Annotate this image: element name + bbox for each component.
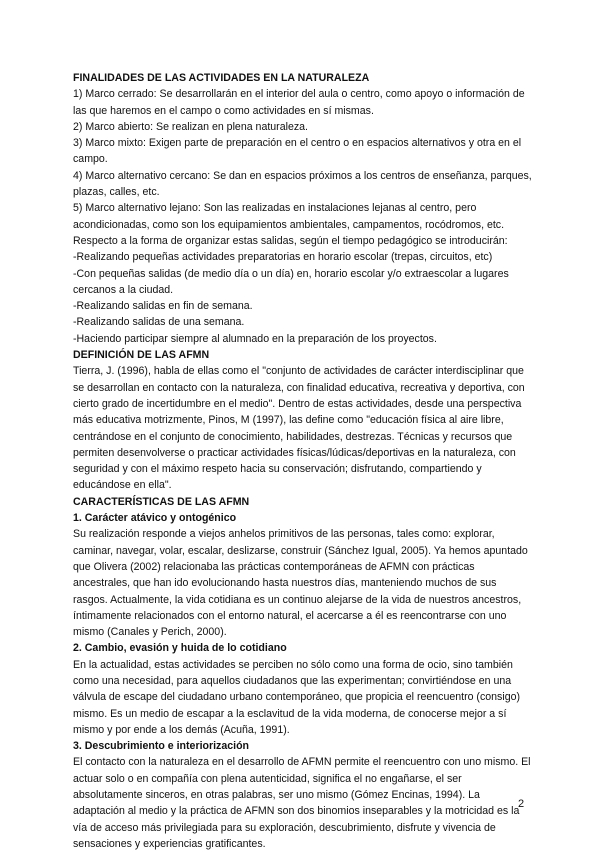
section-heading-caracteristicas: CARACTERÍSTICAS DE LAS AFMN: [73, 495, 250, 508]
section-heading-definicion: DEFINICIÓN DE LAS AFMN: [73, 349, 210, 362]
paragraph: En la actualidad, estas actividades se perciben no sólo como una forma de ocio, sino también como una necesidad, para aquellos ciudadanos que las experimentan; convirtiéndose en una válvula de escape del ciudadano urbano contemporáneo, que propicia el reencuentro (consigo) mismo. Es un medio de escapar a la esclavitud de la vida moderna, de conocerse mejor a sí mismo y por ende a los demás (Acuña, 1991).: [73, 658, 521, 736]
paragraph: Respecto a la forma de organizar estas salidas, según el tiempo pedagógico se introducirán:: [73, 234, 508, 247]
section-heading-finalidades: FINALIDADES DE LAS ACTIVIDADES EN LA NATURALEZA: [73, 72, 370, 84]
subsection-heading-descubrimiento: 3. Descubrimiento e interiorización: [73, 740, 250, 753]
paragraph: 3) Marco mixto: Exigen parte de preparación en el centro o en espacios alternativos y otra en el campo.: [73, 137, 522, 166]
paragraph: 4) Marco alternativo cercano: Se dan en espacios próximos a los centros de enseñanza, parques, plazas, calles, etc.: [73, 169, 532, 199]
page-number: 2: [518, 798, 525, 810]
paragraph: -Realizando salidas en fin de semana.: [73, 300, 253, 313]
paragraph: -Haciendo participar siempre al alumnado en la preparación de los proyectos.: [73, 332, 437, 345]
paragraph: 5) Marco alternativo lejano: Son las realizadas en instalaciones lejanas al centro, pero acondicionadas, como son los equipamientos ambientales, campamentos, rocódromos, etc.: [73, 202, 505, 231]
paragraph: -Realizando salidas de una semana.: [73, 316, 245, 329]
document-page: [73, 70, 533, 852]
paragraph: 1) Marco cerrado: Se desarrollarán en el interior del aula o centro, como apoyo o información de las que haremos en el campo o como actividades en sí mismas.: [73, 88, 525, 117]
subsection-heading-cambio-evasion: 2. Cambio, evasión y huida de lo cotidiano: [73, 642, 287, 655]
paragraph: Tierra, J. (1996), habla de ellas como el "conjunto de actividades de carácter interdisciplinar que se desarrollan en contacto con la naturaleza, con finalidad educativa, recreativa y deportiva, con cierto grado de incertidumbre en el medio". Dentro de estas actividades, desde una perspectiva más educativa motrizmente, Pinos, M (1997), las define como "educación física al aire libre, centrándose en el conjunto de conocimiento, habilidades, destrezas. Técnicas y recursos que permiten desenvolverse o practicar actividades físicas/lúdicas/deportivas en la naturaleza, con seguridad y con el máximo respeto hacia su conservación; disfrutando, compartiendo y educándose en ella".: [73, 365, 525, 492]
subsection-heading-caracter-atavico: 1. Carácter atávico y ontogénico: [73, 512, 237, 525]
paragraph: -Realizando pequeñas actividades preparatorias en horario escolar (trepas, circuitos, etc): [73, 251, 493, 264]
paragraph: Su realización responde a viejos anhelos primitivos de las personas, tales como: explorar, caminar, navegar, volar, escalar, deslizarse, construir (Sánchez Igual, 2005). Ya hemos apuntado que Olivera (2002) relacionaba las prácticas contemporáneas de AFMN con prácticas ancestrales, que han ido evolucionando hasta nuestros días, manteniendo muchos de sus rasgos. Actualmente, la vida cotidiana es un continuo alejarse de la vida de nuestros ancestros, íntimamente relacionados con el entorno natural, el acercarse a él es reencontrarse con uno mismo (Canales y Perich, 2000).: [73, 528, 528, 639]
paragraph: 2) Marco abierto: Se realizan en plena naturaleza.: [73, 120, 308, 133]
paragraph: El contacto con la naturaleza en el desarrollo de AFMN permite el reencuentro con uno mismo. El actuar solo o en compañía con plena autenticidad, significa el no engañarse, el ser absolutamente sinceros, en otras palabras, ser uno mismo (Gómez Encinas, 1994). La adaptación al medio y la práctica de AFMN son dos binomios inseparables y la motricidad es la vía de acceso más privilegiada para su exploración, descubrimiento, disfrute y vivencia de sensaciones y experiencias gratificantes.: [73, 756, 531, 850]
paragraph: -Con pequeñas salidas (de medio día o un día) en, horario escolar y/o extraescolar a lugares cercanos a la ciudad.: [73, 267, 509, 296]
